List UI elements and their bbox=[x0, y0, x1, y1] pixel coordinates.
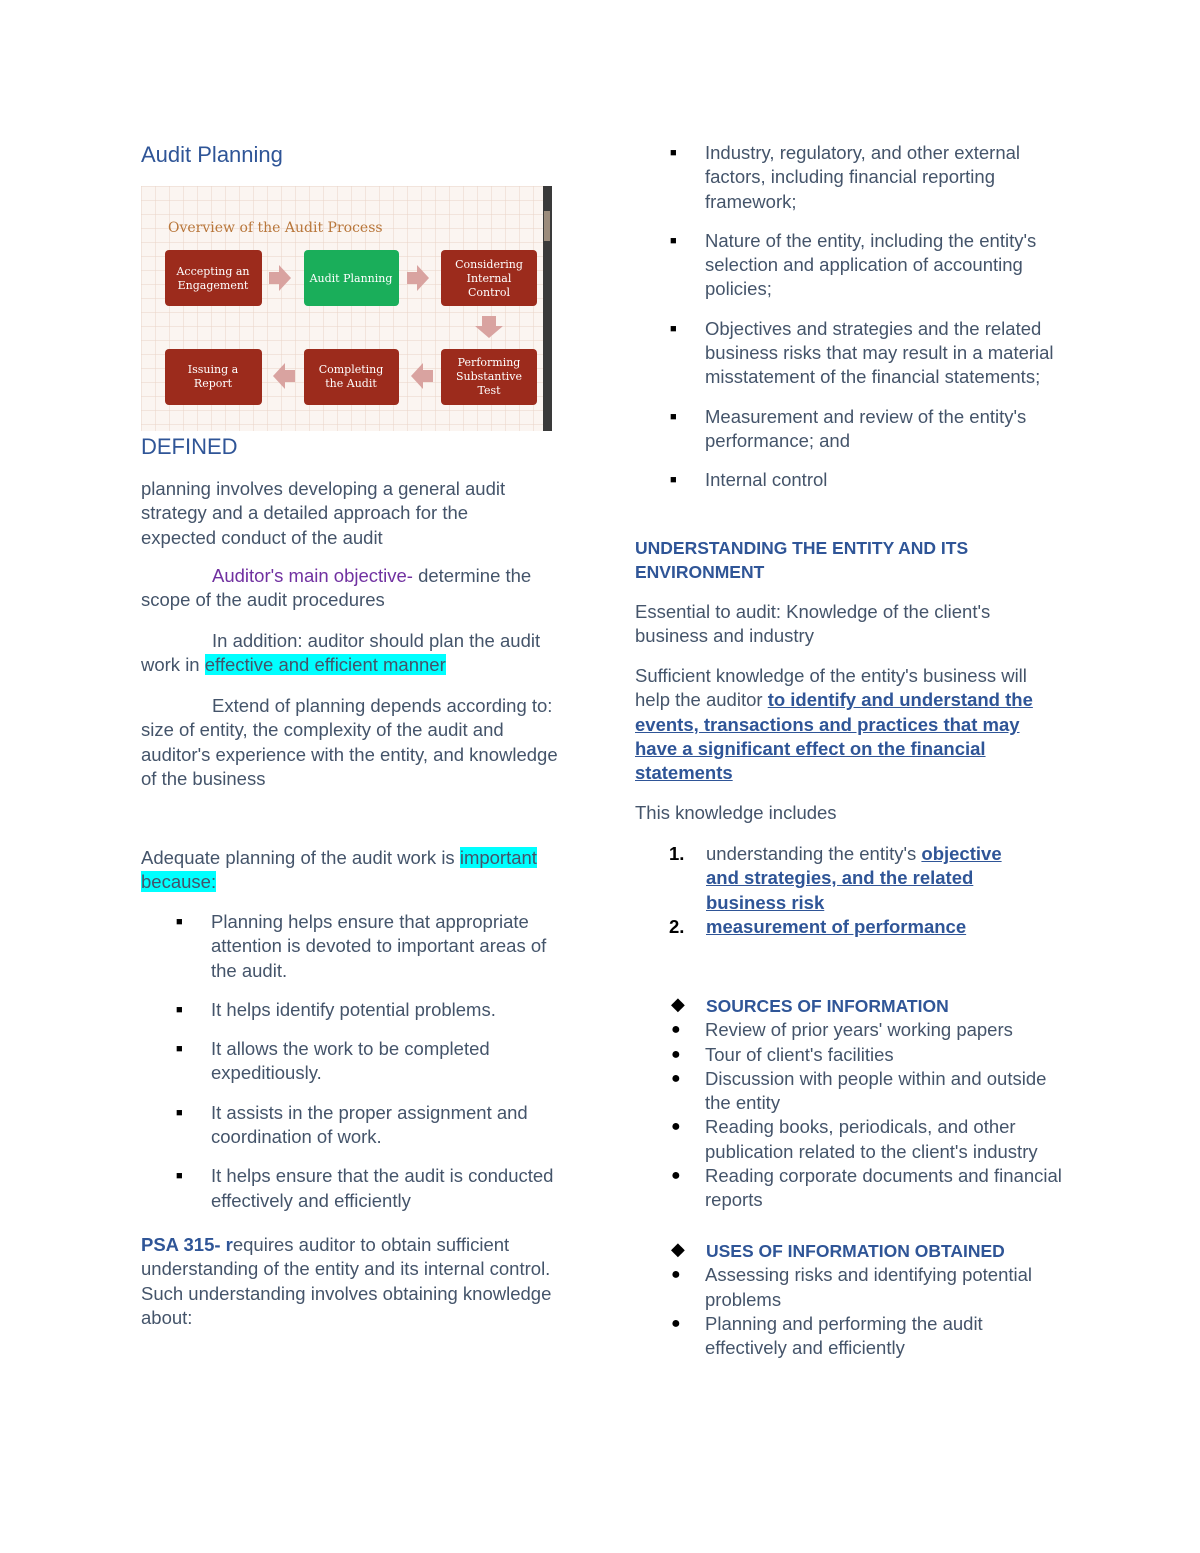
dot-bullet-icon: ● bbox=[671, 1266, 681, 1284]
figure-title: Overview of the Audit Process bbox=[168, 220, 383, 236]
list-item: ■ It allows the work to be completed expeditiously. bbox=[176, 1038, 490, 1084]
step-label-1b: Engagement bbox=[177, 279, 249, 292]
reasons-list bbox=[141, 910, 561, 1213]
list-item: ● Planning and performing the audit effectively and efficiently bbox=[671, 1312, 983, 1359]
list-item: ● Discussion with people within and outside the entity bbox=[671, 1067, 1047, 1114]
list-item: ■ It assists in the proper assignment and coordination of work. bbox=[176, 1101, 528, 1148]
list-item: ■ Measurement and review of the entity's performance; and bbox=[670, 405, 1027, 451]
step-label-3c: Control bbox=[468, 286, 510, 299]
list-item: ■ It helps ensure that the audit is conducted effectively and efficiently bbox=[176, 1165, 554, 1211]
square-bullet-icon: ■ bbox=[670, 410, 677, 423]
dot-bullet-icon: ● bbox=[671, 1045, 681, 1063]
dot-bullet-icon: ● bbox=[671, 1314, 681, 1332]
list-item: ● Review of prior years' working papers bbox=[671, 1019, 1013, 1041]
dot-bullet-icon: ● bbox=[671, 1069, 681, 1087]
step-label-5b: the Audit bbox=[325, 377, 377, 390]
understanding-heading: UNDERSTANDING THE ENTITY AND ITS ENVIRONMENT bbox=[635, 538, 969, 583]
defined-text: planning involves developing a general audit strategy and a detailed approach for the expected conduct of the audit bbox=[141, 478, 506, 548]
sufficient-text: Sufficient knowledge of the entity's business will help the auditor bbox=[635, 665, 1027, 711]
square-bullet-icon: ■ bbox=[176, 1043, 183, 1056]
step-label-4c: Test bbox=[477, 384, 501, 397]
adequate-paragraph bbox=[141, 846, 566, 895]
uses-heading: USES OF INFORMATION OBTAINED bbox=[706, 1241, 1005, 1261]
step-label-6: Issuing a bbox=[187, 363, 239, 376]
uses-list bbox=[635, 1263, 1065, 1360]
list-item: ● Tour of client's facilities bbox=[671, 1043, 894, 1065]
objective-paragraph bbox=[141, 564, 566, 613]
square-bullet-icon: ■ bbox=[670, 322, 677, 335]
step-box-accepting bbox=[165, 250, 262, 306]
square-bullet-icon: ■ bbox=[176, 916, 183, 928]
list-item: ● Reading books, periodicals, and other publication related to the client's industry bbox=[671, 1116, 1038, 1162]
list-item: 1. understanding the entity's objective and strategies, and the related business risk bbox=[669, 843, 1002, 913]
step-label-6b: Report bbox=[193, 377, 233, 390]
square-bullet-icon: ■ bbox=[176, 1106, 183, 1119]
list-item: ■ It helps identify potential problems. bbox=[176, 998, 496, 1020]
essential-paragraph: Essential to audit: Knowledge of the client's business and industry bbox=[635, 601, 991, 647]
psa-paragraph bbox=[141, 1233, 561, 1330]
step-label-2: Audit Planning bbox=[309, 272, 393, 285]
dot-bullet-icon: ● bbox=[671, 1167, 681, 1185]
square-bullet-icon: ■ bbox=[670, 474, 677, 487]
sources-section bbox=[635, 994, 1065, 1213]
diamond-bullet-icon: ◆ bbox=[671, 1239, 685, 1259]
list-item: ■ Nature of the entity, including the entity's selection and application of accounting policies; bbox=[670, 229, 1037, 300]
square-bullet-icon: ■ bbox=[176, 1170, 183, 1183]
list-item: 2. measurement of performance bbox=[669, 915, 967, 937]
includes-text: This knowledge includes bbox=[635, 802, 837, 823]
step-label-4: Performing bbox=[457, 356, 521, 369]
list-item: ● Assessing risks and identifying potential problems bbox=[671, 1264, 1033, 1310]
page-title: Audit Planning bbox=[141, 142, 283, 167]
step-label-4b: Substantive bbox=[455, 370, 523, 383]
knowledge-list bbox=[635, 141, 1060, 493]
objective-text: determine the scope of the audit procedures bbox=[141, 565, 532, 611]
audit-process-figure bbox=[141, 186, 552, 431]
list-item: ■ Internal control bbox=[670, 469, 828, 491]
square-bullet-icon: ■ bbox=[176, 1003, 183, 1016]
extend-paragraph: Extend of planning depends according to: size of entity, the complexity of the audit and auditor's experience with the entity, and knowledge of the business bbox=[141, 695, 558, 789]
addition-text: In addition: auditor should plan the audit work in bbox=[141, 630, 541, 676]
addition-highlight: effective and efficient manner bbox=[204, 654, 446, 676]
sources-heading: SOURCES OF INFORMATION bbox=[706, 996, 949, 1016]
objective-label: Auditor's main objective- bbox=[212, 565, 413, 586]
dot-bullet-icon: ● bbox=[671, 1118, 681, 1136]
step-label-1: Accepting an bbox=[176, 265, 250, 278]
list-item: ● Reading corporate documents and financial reports bbox=[671, 1165, 1062, 1211]
square-bullet-icon: ■ bbox=[670, 234, 677, 247]
square-bullet-icon: ■ bbox=[670, 147, 677, 159]
adequate-text: Adequate planning of the audit work is bbox=[141, 847, 460, 868]
uses-section bbox=[635, 1239, 1065, 1360]
defined-heading: DEFINED bbox=[141, 434, 238, 459]
sufficient-emphasis: to identify and understand the events, transactions and practices that may have a significant effect on the financial statements bbox=[635, 689, 1033, 784]
list-item: ■ Industry, regulatory, and other external factors, including financial reporting framework; bbox=[670, 142, 1021, 212]
psa-label: PSA 315- r bbox=[141, 1234, 233, 1255]
adequate-highlight: important because: bbox=[141, 847, 537, 893]
numbered-list bbox=[635, 842, 1035, 939]
audit-process-diagram bbox=[141, 186, 552, 431]
sources-list bbox=[635, 1018, 1065, 1212]
diamond-bullet-icon: ◆ bbox=[671, 994, 685, 1014]
list-item: ■ Planning helps ensure that appropriate attention is devoted to important areas of the audit. bbox=[176, 911, 547, 981]
list-item: ■ Objectives and strategies and the related business risks that may result in a material misstatement of the financial statements; bbox=[670, 317, 1054, 388]
step-label-5: Completing bbox=[318, 363, 384, 376]
psa-text: equires auditor to obtain sufficient understanding of the entity and its internal control. Such understanding involves obtaining knowledge about: bbox=[141, 1234, 552, 1328]
dot-bullet-icon: ● bbox=[671, 1021, 681, 1039]
step-label-3b: Internal bbox=[466, 272, 512, 285]
step-label-3: Considering bbox=[455, 258, 523, 271]
sufficient-paragraph bbox=[635, 664, 1065, 785]
addition-paragraph bbox=[141, 629, 566, 678]
